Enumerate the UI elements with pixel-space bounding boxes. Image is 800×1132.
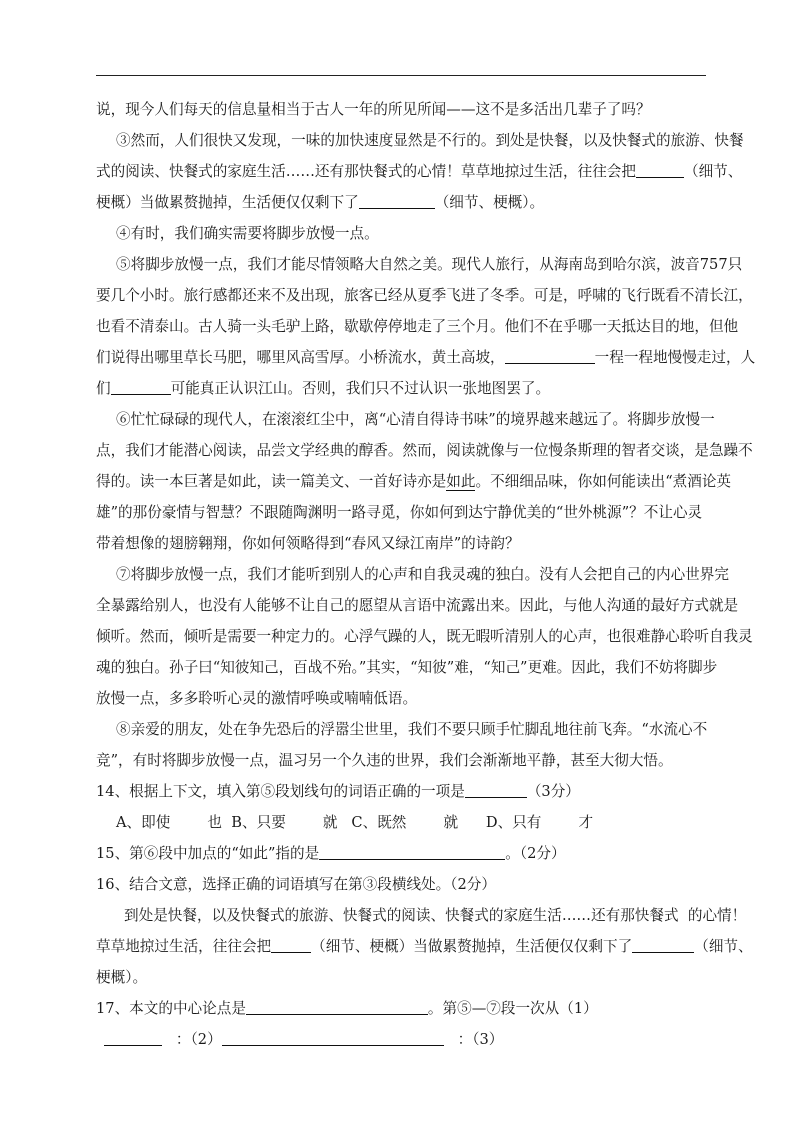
fill-blank[interactable] [359, 193, 435, 209]
answer-blank[interactable] [222, 1030, 444, 1046]
text-line: 梗概）。 [96, 969, 148, 986]
header-rule [96, 75, 706, 76]
dotted-word: 如此 [446, 473, 476, 490]
text-line: 们说得出哪里草长马肥，哪里风高雪厚。小桥流水，黄土高坡， 一程一程地慢慢走过，人 [96, 349, 756, 366]
text-line: 得的。读一本巨著是如此，读一篇美文、一首好诗亦是如此。不细细品味，你如何能读出“煮酒论英 [96, 473, 732, 490]
answer-blank[interactable] [319, 844, 505, 860]
text-line: 倾听。然而，倾听是需要一种定力的。心浮气躁的人，既无暇听清别人的心声，也很难静心聆听自我灵 [96, 628, 753, 645]
text-line: ⑤将脚步放慢一点，我们才能尽情领略大自然之美。现代人旅行，从海南岛到哈尔滨，波音757只 [116, 256, 743, 273]
text-line: 们 可能真正认识江山。否则，我们只不过认识一张地图罢了。 [96, 380, 551, 397]
question-17: 17、本文的中心论点是 。第⑤—⑦段一次从（1） [96, 1000, 598, 1017]
text-line: ④有时，我们确实需要将脚步放慢一点。 [116, 225, 379, 242]
text-line: 也看不清泰山。古人骑一头毛驴上路，歇歇停停地走了三个月。他们不在乎哪一天抵达目的地，但他 [96, 318, 739, 335]
text-line: 放慢一点，多多聆听心灵的激情呼唤或喃喃低语。 [96, 690, 418, 707]
answer-blank[interactable] [246, 999, 428, 1015]
text-line: ⑦将脚步放慢一点，我们才能听到别人的心声和自我灵魂的独白。没有人会把自己的内心世界完 [116, 566, 729, 583]
text-line: 梗概）当做累赘抛掉，生活便仅仅剩下了 （细节、梗概）。 [96, 194, 545, 211]
text-line: 点，我们才能潜心阅读，品尝文学经典的醇香。然而，阅读就像与一位慢条斯理的智者交谈，是急躁不 [96, 442, 753, 459]
fill-blank[interactable] [636, 162, 684, 178]
text-line: 说，现今人们每天的信息量相当于古人一年的所见所闻——这不是多活出几辈子了吗？ [96, 101, 651, 118]
question-14: 14、根据上下文，填入第⑤段划线句的词语正确的一项是 （3分） [96, 783, 580, 800]
text-line: ⑥忙忙碌碌的现代人，在滚滚红尘中，离“心清自得诗书味”的境界越来越远了。将脚步放慢一 [116, 411, 715, 428]
text-line: 雄”的那份豪情与智慧？不跟随陶渊明一路寻觅，你如何到达宁静优美的“世外桃源”？不让心灵 [96, 504, 703, 521]
question-16: 16、结合文意，选择正确的词语填写在第③段横线处。（2分） [96, 876, 496, 893]
text-line: 魂的独白。孙子曰“知彼知己，百战不殆。”其实，“知彼”难，“知己”更难。因此，我们不妨将脚步 [96, 659, 718, 676]
question-15: 15、第⑥段中加点的“如此”指的是 。（2分） [96, 845, 566, 862]
answer-blank[interactable] [465, 782, 527, 798]
text-line: 到处是快餐，以及快餐式的旅游、快餐式的阅读、快餐式的家庭生活……还有那快餐式 的心情！ [124, 907, 747, 924]
fill-blank[interactable] [632, 937, 694, 953]
question-17-continued: ：（2） ：（3） [104, 1030, 503, 1050]
question-14-options: A、即使 也 B、只要 就 C、既然 就 D、只有 才 [116, 814, 594, 831]
text-line: ⑧亲爱的朋友，处在争先恐后的浮嚣尘世里，我们不要只顾手忙脚乱地往前飞奔。“水流心不 [116, 721, 708, 738]
text-line: 竞”，有时将脚步放慢一点，温习另一个久违的世界，我们会渐渐地平静，甚至大彻大悟。 [96, 752, 673, 769]
text-line: 带着想像的翅膀翱翔，你如何领略得到“春风又绿江南岸”的诗韵？ [96, 535, 520, 552]
text-line: 式的阅读、快餐式的家庭生活……还有那快餐式的心情！草草地掠过生活，往往会把 （细节、 [96, 163, 743, 180]
fill-blank[interactable] [505, 348, 595, 364]
fill-blank[interactable] [271, 937, 311, 953]
answer-blank[interactable] [104, 1030, 162, 1046]
text-line: 草草地掠过生活，往往会把 （细节、梗概）当做累赘抛掉，生活便仅仅剩下了 （细节、 [96, 938, 753, 955]
text-line: 全暴露给别人，也没有人能够不让自己的愿望从言语中流露出来。因此，与他人沟通的最好方式就是 [96, 597, 739, 614]
fill-blank[interactable] [111, 379, 171, 395]
text-line: ③然而，人们很快又发现，一味的加快速度显然是不行的。到处是快餐，以及快餐式的旅游、快餐 [116, 132, 744, 149]
text-line: 要几个小时。旅行感都还来不及出现，旅客已经从夏季飞进了冬季。可是，呼啸的飞行既看不清长江， [96, 287, 753, 304]
